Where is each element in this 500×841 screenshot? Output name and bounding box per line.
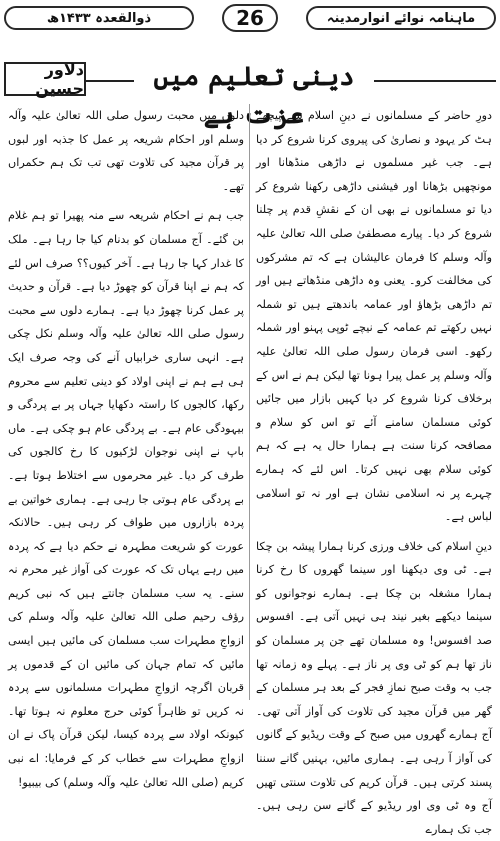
left-column bbox=[8, 104, 244, 789]
page-header bbox=[4, 3, 496, 33]
article-title: دینی تعلیم میں عزت ہے bbox=[134, 58, 374, 134]
page-number: 26 bbox=[236, 6, 264, 30]
paragraph: دورِ حاضر کے مسلمانوں نے دینِ اسلام سے پیچھے ہٹ کر یہود و نصاریٰ کی پیروی کرنا شروع کر دیا ہے۔ جب غیر مسلموں نے داڑھی منڈھانا اور مونچھیں بڑھانا اور فیشنی داڑھی رکھنا شروع کر دیا تو مسلمانوں نے بھی ان کے نقشِ قدم پر چلنا شروع کر دیا۔ پیارے مصطفیٰ صلی اللہ تعالیٰ علیہ وآلہ وسلم کا فرمان عالیشان ہے کہ تم مشرکوں کی مخالفت کرو۔ یعنی وہ داڑھی منڈھاتے ہیں اور تم داڑھی بڑھاؤ اور عمامہ باندھتے ہیں تو شملہ نہیں رکھتے تم عمامہ کے نیچے ٹوپی پہنو اور شملہ رکھو۔ اسی فرمان رسول صلی اللہ تعالیٰ علیہ وآلہ وسلم پر عمل پیرا ہونا تھا لیکن ہم نے اس کے برخلاف کرنا شروع کر دیا کہیں بازار میں جائیں کوئی مسلمان سامنے آئے تو اس کو سلام و مصافحہ کرنا سنت ہے ہمارا حال یہ ہے کہ ہم کوئی سلام بھی نہیں کرتا۔ اس لئے کہ ہمارے چہرے پر نہ اسلامی نشان ہے اور نہ تو اسلامی لباس ہے۔ bbox=[256, 109, 492, 524]
column-divider bbox=[249, 104, 250, 700]
author-name: دلاور حسین bbox=[35, 60, 84, 98]
author-box bbox=[4, 62, 86, 96]
paragraph: دلوں میں محبت رسول صلی اللہ تعالیٰ علیہ وآلہ وسلم اور احکام شریعہ پر عمل کا جذبہ اور لبوں پر قرآن مجید کی تلاوت تھی تب تک ہم حکمراں تھے۔ bbox=[8, 109, 244, 193]
paragraph: دینِ اسلام کی خلاف ورزی کرنا ہمارا پیشہ بن چکا ہے۔ ٹی وی دیکھنا اور سینما گھروں کا رخ کرنا ہمارا مشغلہ بن چکا ہے۔ ہمارے نوجوانوں کو سینما دیکھے بغیر نیند ہی نہیں آتی ہے۔ افسوس صد افسوس! وہ مسلمان تھے جن پر مسلمان کو ناز تھا ہم کو ٹی وی پر ناز ہے۔ پہلے وہ زمانہ تھا جب بہ وقت صبح نمازِ فجر کے بعد ہر مسلمان کے گھر میں قرآن مجید کی تلاوت کی آواز آتی تھی۔ آج ہمارے گھروں میں صبح کے وقت ریڈیو کے گانوں کی آواز آ رہی ہے۔ ہماری مائیں، بہنیں گانے سننا پسند کرتی ہیں۔ قرآن کریم کی تلاوت سنتی تھیں آج وہ ٹی وی اور ریڈیو کے گانے سن رہی ہیں۔ جب تک ہمارے bbox=[256, 539, 492, 836]
magazine-name-box bbox=[306, 6, 496, 30]
magazine-name: ماہنامہ نوائے انوارمدینہ bbox=[326, 10, 476, 26]
paragraph: جب ہم نے احکام شریعہ سے منہ پھیرا تو ہم غلام بن گئے۔ آج مسلمان کو بدنام کیا جا رہا ہے۔ ملک کا غدار کہا جا رہا ہے۔ آخر کیوں؟؟ صرف اس لئے کہ ہم نے اپنا قرآن کو چھوڑ دیا ہے۔ قرآن و حدیث پر عمل کرنا چھوڑ دیا ہے۔ ہمارے دلوں سے محبت رسول صلی اللہ تعالیٰ علیہ وآلہ وسلم نکل چکی ہے۔ انہی ساری خرابیاں آنے کی وجہ صرف ایک ہی ہے ہم نے اپنی اولاد کو دینی تعلیم سے محروم رکھا، کالجوں کا راستہ دکھایا جہاں پر بے پردگی و بیہودگی عام ہے۔ بے پردگی عام ہو چکی ہے۔ ماں باپ نے اپنی نوجوان لڑکیوں کا رخ کالجوں کی طرف کر دیا۔ غیر محرموں سے اختلاط ہوتا ہے۔ بے پردگی عام ہوتی جا رہی ہے۔ ہماری خواتین بے پردہ بازاروں میں طواف کر رہی ہیں۔ حالانکہ عورت کو شریعت مطہرہ نے حکم دیا ہے کہ پردہ میں رہے یہاں تک کہ عورت کی آواز غیر محرم نہ سنے۔ یہ سب مسلمان جانتے ہیں کہ نبی کریم رؤف رحیم صلی اللہ تعالیٰ علیہ وآلہ وسلم کی ازواجِ مطہرات سب مسلمان کی مائیں ہیں ایسی مائیں کہ تمام جہان کی مائیں ان کے قدموں پر قربان اگرچہ ازواجِ مطہرات مسلمانوں سے پردہ نہ کریں تو ظاہراً کوئی حرج معلوم نہ ہوتا تھا۔ کیونکہ اولاد سے پردہ کیسا، لیکن قرآن پاک نے ان ازواجِ مطہرات سے خطاب کر کے فرمایا: اے نبی کریم (صلی اللہ تعالیٰ علیہ وآلہ وسلم) کی بیبیو! bbox=[8, 209, 244, 789]
right-column bbox=[256, 104, 492, 836]
title-row bbox=[4, 58, 496, 130]
issue-date: ذوالقعدہ ۱۴۳۳ھ bbox=[46, 10, 152, 26]
page-number-badge bbox=[222, 4, 278, 32]
issue-date-box bbox=[4, 6, 194, 30]
